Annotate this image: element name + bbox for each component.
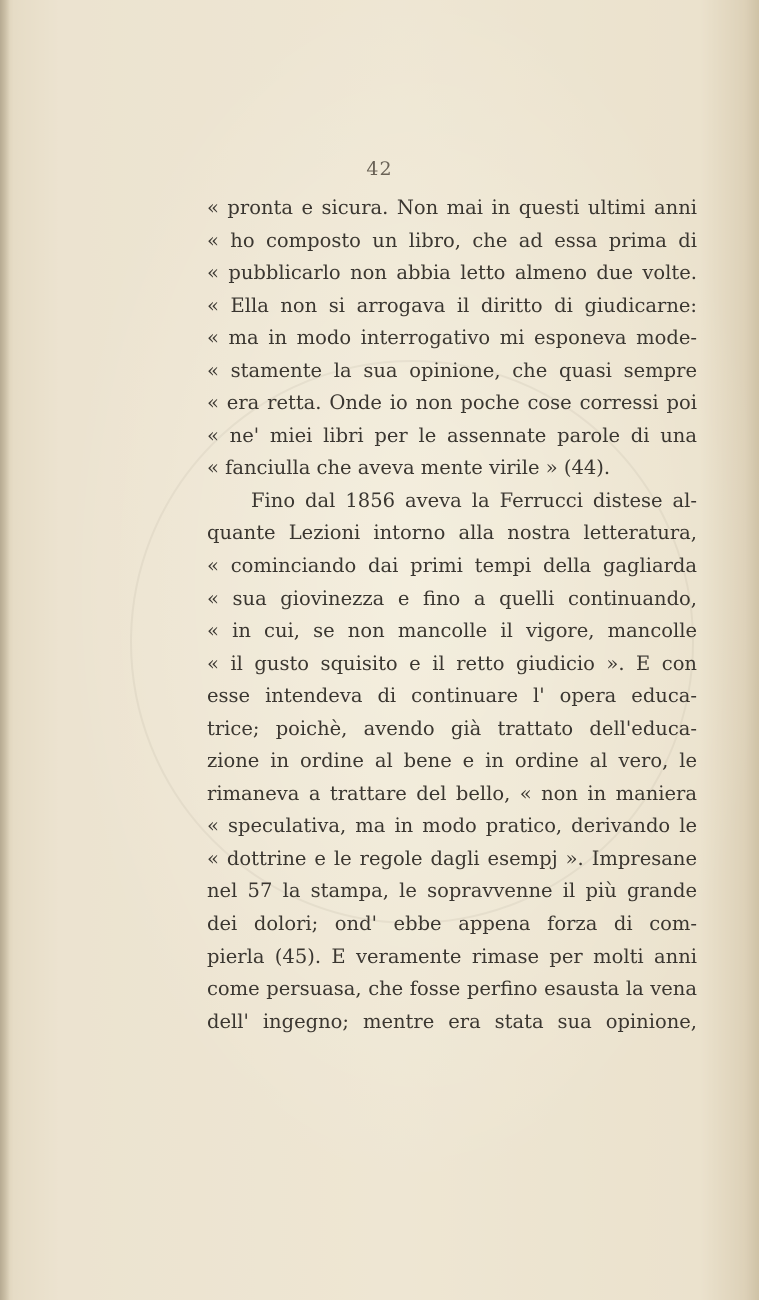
paragraph-first-line: Fino dal 1856 aveva la Ferrucci distese al- [251, 488, 697, 512]
text-line: « il gusto squisito e il retto giudicio ». E con [207, 651, 697, 675]
text-line: « cominciando dai primi tempi della gagliarda [207, 554, 697, 578]
text-line: trice; poichè, avendo già trattato dell'educa- [207, 716, 697, 740]
text-line: « stamente la sua opinione, che quasi sempre [207, 358, 697, 382]
text-line: « ho composto un libro, che ad essa prima di [207, 228, 697, 252]
text-line: rimaneva a trattare del bello, « non in maniera [207, 781, 697, 805]
text-line: « Ella non si arrogava il diritto di giudicarne: [207, 293, 697, 317]
text-line: « sua giovinezza e fino a quelli continuando, [207, 586, 697, 610]
text-line: « in cui, se non mancolle il vigore, mancolle [207, 619, 697, 643]
page-edge-shadow [0, 0, 10, 1300]
text-line: quante Lezioni intorno alla nostra letteratura, [207, 521, 697, 545]
text-line: « fanciulla che aveva mente virile » (44). [207, 456, 611, 480]
text-line: dei dolori; ond' ebbe appena forza di com- [207, 912, 697, 936]
text-line: nel 57 la stampa, le sopravvenne il più grande [207, 879, 697, 903]
text-line: « dottrine e le regole dagli esempj ». Impresane [207, 846, 697, 870]
text-line: zione in ordine al bene e in ordine al vero, le [207, 749, 697, 773]
text-line: dell' ingegno; mentre era stata sua opinione, [207, 1009, 697, 1033]
text-line: « ne' miei libri per le assennate parole di una [207, 423, 697, 447]
page-number: 42 [366, 158, 393, 180]
text-line: esse intendeva di continuare l' opera educa- [207, 684, 697, 708]
text-line: « era retta. Onde io non poche cose corressi poi [207, 391, 697, 415]
text-line: « speculativa, ma in modo pratico, derivando le [207, 814, 697, 838]
text-line: « ma in modo interrogativo mi esponeva mode- [207, 326, 697, 350]
text-line: « pubblicarlo non abbia letto almeno due volte. [207, 261, 697, 285]
text-line: « pronta e sicura. Non mai in questi ultimi anni [207, 196, 697, 219]
text-line: come persuasa, che fosse perfino esausta la vena [207, 977, 697, 1001]
body-text [207, 192, 697, 1038]
text-line: pierla (45). E veramente rimase per molti anni [207, 944, 697, 968]
